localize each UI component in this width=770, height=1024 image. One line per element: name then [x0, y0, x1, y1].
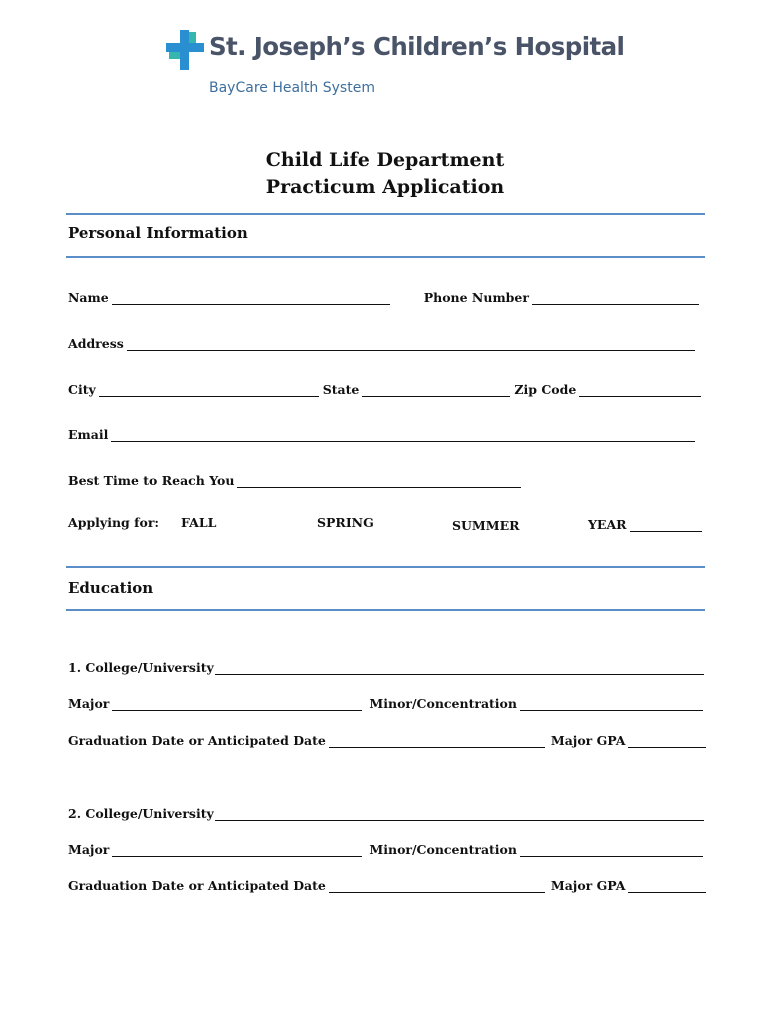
year-row — [588, 514, 702, 532]
grad-2-field[interactable] — [329, 879, 545, 893]
college-2-row — [68, 803, 704, 821]
hospital-logo — [165, 28, 625, 103]
section-heading-personal: Personal Information — [68, 224, 248, 242]
address-row — [68, 333, 695, 351]
zip-field[interactable] — [579, 383, 701, 397]
grad-2-label: Graduation Date or Anticipated Date — [68, 878, 326, 893]
college-1-label: 1. College/University — [68, 660, 214, 675]
section-rule — [66, 609, 705, 611]
minor-2-field[interactable] — [520, 843, 703, 857]
zip-label: Zip Code — [514, 382, 577, 397]
best-time-label: Best Time to Reach You — [68, 473, 235, 488]
year-field[interactable] — [630, 518, 702, 532]
phone-label: Phone Number — [423, 290, 529, 305]
best-time-field[interactable] — [237, 474, 521, 488]
option-fall[interactable]: FALL — [181, 515, 217, 530]
city-label: City — [68, 382, 96, 397]
applying-for-label: Applying for: — [68, 515, 160, 530]
address-field[interactable] — [127, 337, 695, 351]
college-1-row — [68, 657, 704, 675]
email-row — [68, 424, 695, 442]
grad-1-field[interactable] — [329, 734, 545, 748]
logo-subtitle: BayCare Health System — [209, 80, 375, 96]
email-field[interactable] — [111, 428, 695, 442]
major-minor-row-2 — [68, 839, 703, 857]
document-title-line-2: Practicum Application — [265, 176, 505, 198]
logo-name: St. Joseph’s Children’s Hospital — [209, 32, 625, 61]
major-1-label: Major — [68, 696, 110, 711]
grad-gpa-row-1 — [68, 730, 706, 748]
major-minor-row-1 — [68, 693, 703, 711]
section-rule — [66, 566, 705, 568]
document-title-line-1: Child Life Department — [265, 149, 505, 171]
college-2-label: 2. College/University — [68, 806, 214, 821]
gpa-2-label: Major GPA — [550, 878, 626, 893]
option-spring[interactable]: SPRING — [317, 515, 374, 530]
minor-1-label: Minor/Concentration — [369, 696, 517, 711]
section-heading-education: Education — [68, 579, 154, 597]
address-label: Address — [68, 336, 124, 351]
name-field[interactable] — [112, 291, 390, 305]
gpa-1-field[interactable] — [628, 734, 706, 748]
college-1-field[interactable] — [215, 661, 704, 675]
minor-1-field[interactable] — [520, 697, 703, 711]
grad-gpa-row-2 — [68, 875, 706, 893]
state-label: State — [322, 382, 360, 397]
phone-field[interactable] — [532, 291, 699, 305]
name-label: Name — [68, 290, 109, 305]
city-field[interactable] — [99, 383, 319, 397]
gpa-2-field[interactable] — [628, 879, 706, 893]
section-rule — [66, 213, 705, 215]
major-1-field[interactable] — [112, 697, 362, 711]
name-phone-row — [68, 287, 699, 305]
section-rule — [66, 256, 705, 258]
summer-row — [452, 515, 520, 533]
grad-1-label: Graduation Date or Anticipated Date — [68, 733, 326, 748]
best-time-row — [68, 470, 521, 488]
gpa-1-label: Major GPA — [550, 733, 626, 748]
major-2-field[interactable] — [112, 843, 362, 857]
option-summer[interactable]: SUMMER — [452, 518, 520, 533]
state-field[interactable] — [362, 383, 510, 397]
email-label: Email — [68, 427, 109, 442]
city-state-zip-row — [68, 379, 701, 397]
year-label: YEAR — [588, 517, 627, 532]
minor-2-label: Minor/Concentration — [369, 842, 517, 857]
college-2-field[interactable] — [215, 807, 704, 821]
major-2-label: Major — [68, 842, 110, 857]
cross-logo-icon — [165, 28, 205, 72]
